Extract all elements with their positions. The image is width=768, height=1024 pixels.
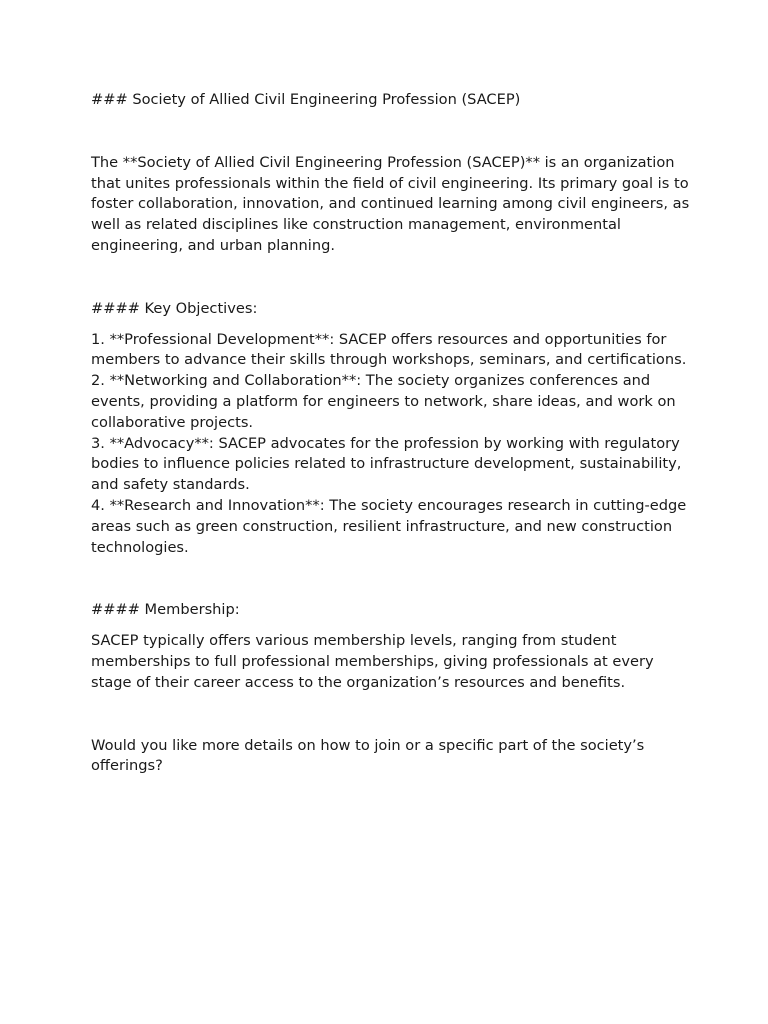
objective-item-2: 2. **Networking and Collaboration**: The society organizes conferences and events, providing a platform for engineers to network, share ideas, and work on collaborative projects.	[91, 372, 676, 431]
objective-item-4: 4. **Research and Innovation**: The society encourages research in cutting-edge areas such as green construction, resilient infrastructure, and new construction technologies.	[91, 496, 687, 556]
objectives-list	[91, 330, 691, 559]
key-objectives-heading: #### Key Objectives:	[91, 299, 258, 317]
objective-item-3: 3. **Advocacy**: SACEP advocates for the profession by working with regulatory bodies to influence policies related to infrastructure development, sustainability, and safety standards.	[91, 434, 682, 494]
closing-question: Would you like more details on how to join or a specific part of the society’s offerings?	[91, 736, 645, 775]
intro-paragraph: The **Society of Allied Civil Engineering Profession (SACEP)** is an organization that unites professionals within the field of civil engineering. Its primary goal is to foster collaboration, innovation, and continued learning among civil engineers, as well as related disciplines like construction management, environmental engineering, and urban planning.	[91, 153, 690, 254]
objective-item-1: 1. **Professional Development**: SACEP offers resources and opportunities for members to advance their skills through workshops, seminars, and certifications.	[91, 330, 687, 369]
document-page	[91, 90, 691, 777]
membership-heading: #### Membership:	[91, 601, 240, 619]
document-title: ### Society of Allied Civil Engineering Profession (SACEP)	[91, 91, 521, 108]
membership-paragraph: SACEP typically offers various membership levels, ranging from student memberships to full professional memberships, giving professionals at every stage of their career access to the organization’s resources and benefits.	[91, 632, 654, 691]
